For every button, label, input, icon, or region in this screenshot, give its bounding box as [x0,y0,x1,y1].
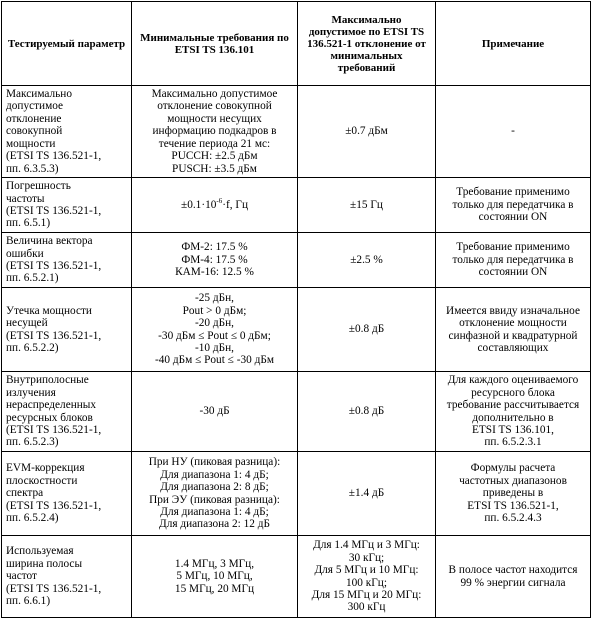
note-cell: - [436,86,591,178]
dev-cell: ±0.8 дБ [298,372,436,452]
dev-cell: ±2.5 % [298,233,436,288]
table-row [2,233,591,288]
note-cell: Имеется ввиду изначальное отклонение мощности синфазной и квадратурной составляющих [436,288,591,372]
header-row [2,2,591,86]
req-cell: -30 дБ [132,372,298,452]
note-cell: Для каждого оцениваемого ресурсного блока требование рассчитывается дополнительно в ETSI TS 136.101, пп. 6.5.2.3.1 [436,372,591,452]
req-cell: $\pm 0.1\cdot 10^{-6}\cdot f$, Гц [132,178,298,233]
req-cell: -25 дБн, Pout > 0 дБм; -20 дБн, -30 дБм ≤ Pout ≤ 0 дБм; -10 дБн, -40 дБм ≤ Pout ≤ -30 дБм [132,288,298,372]
table-row [2,536,591,618]
header-req: Минимальные требования по ETSI TS 136.101 [132,2,298,86]
dev-cell: Для 1.4 МГц и 3 МГц: 30 кГц; Для 5 МГц и 10 МГц: 100 кГц; Для 15 МГц и 20 МГц: 300 кГц [298,536,436,618]
note-cell: Формулы расчета частотных диапазонов приведены в ETSI TS 136.521-1, пп. 6.5.2.4.3 [436,452,591,536]
dev-cell: ±15 Гц [298,178,436,233]
param-cell: Используемая ширина полосы частот (ETSI TS 136.521-1, пп. 6.6.1) [2,536,132,618]
table-row [2,86,591,178]
table-row [2,372,591,452]
table-row [2,452,591,536]
header-param: Тестируемый параметр [2,2,132,86]
note-cell: В полосе частот находится 99 % энергии сигнала [436,536,591,618]
param-cell: Утечка мощности несущей (ETSI TS 136.521-1, пп. 6.5.2.2) [2,288,132,372]
param-cell: Максимально допустимое отклонение совокупной мощности (ETSI TS 136.521-1, пп. 6.3.5.3) [2,86,132,178]
param-cell: Погрешность частоты (ETSI TS 136.521-1, пп. 6.5.1) [2,178,132,233]
header-note: Примечание [436,2,591,86]
req-cell: 1.4 МГц, 3 МГц, 5 МГц, 10 МГц, 15 МГц, 20 МГц [132,536,298,618]
table-row [2,288,591,372]
param-cell: Внутриполосные излучения нераспределенных ресурсных блоков (ETSI TS 136.521-1, пп. 6.5.2.3) [2,372,132,452]
req-cell: При НУ (пиковая разница): Для диапазона 1: 4 дБ; Для диапазона 2: 8 дБ; При ЭУ (пиковая разница): Для диапазона 1: 4 дБ; Для диапазона 2: 12 дБ [132,452,298,536]
param-cell: EVM-коррекция плоскостности спектра (ETSI TS 136.521-1, пп. 6.5.2.4) [2,452,132,536]
req-cell: Максимально допустимое отклонение совокупной мощности несущих информацию подкадров в течение периода 21 мс: PUCCH: ±2.5 дБм PUSCH: ±3.5 дБм [132,86,298,178]
header-dev: Максимально допустимое по ETSI TS 136.521-1 отклонение от минимальных требований [298,2,436,86]
param-cell: Величина вектора ошибки (ETSI TS 136.521-1, пп. 6.5.2.1) [2,233,132,288]
dev-cell: ±0.7 дБм [298,86,436,178]
note-cell: Требование применимо только для передатчика в состоянии ON [436,178,591,233]
dev-cell: ±1.4 дБ [298,452,436,536]
dev-cell: ±0.8 дБ [298,288,436,372]
table-row [2,178,591,233]
req-cell: ФМ-2: 17.5 % ФМ-4: 17.5 % КАМ-16: 12.5 % [132,233,298,288]
requirements-table [1,1,591,618]
note-cell: Требование применимо только для передатчика в состоянии ON [436,233,591,288]
